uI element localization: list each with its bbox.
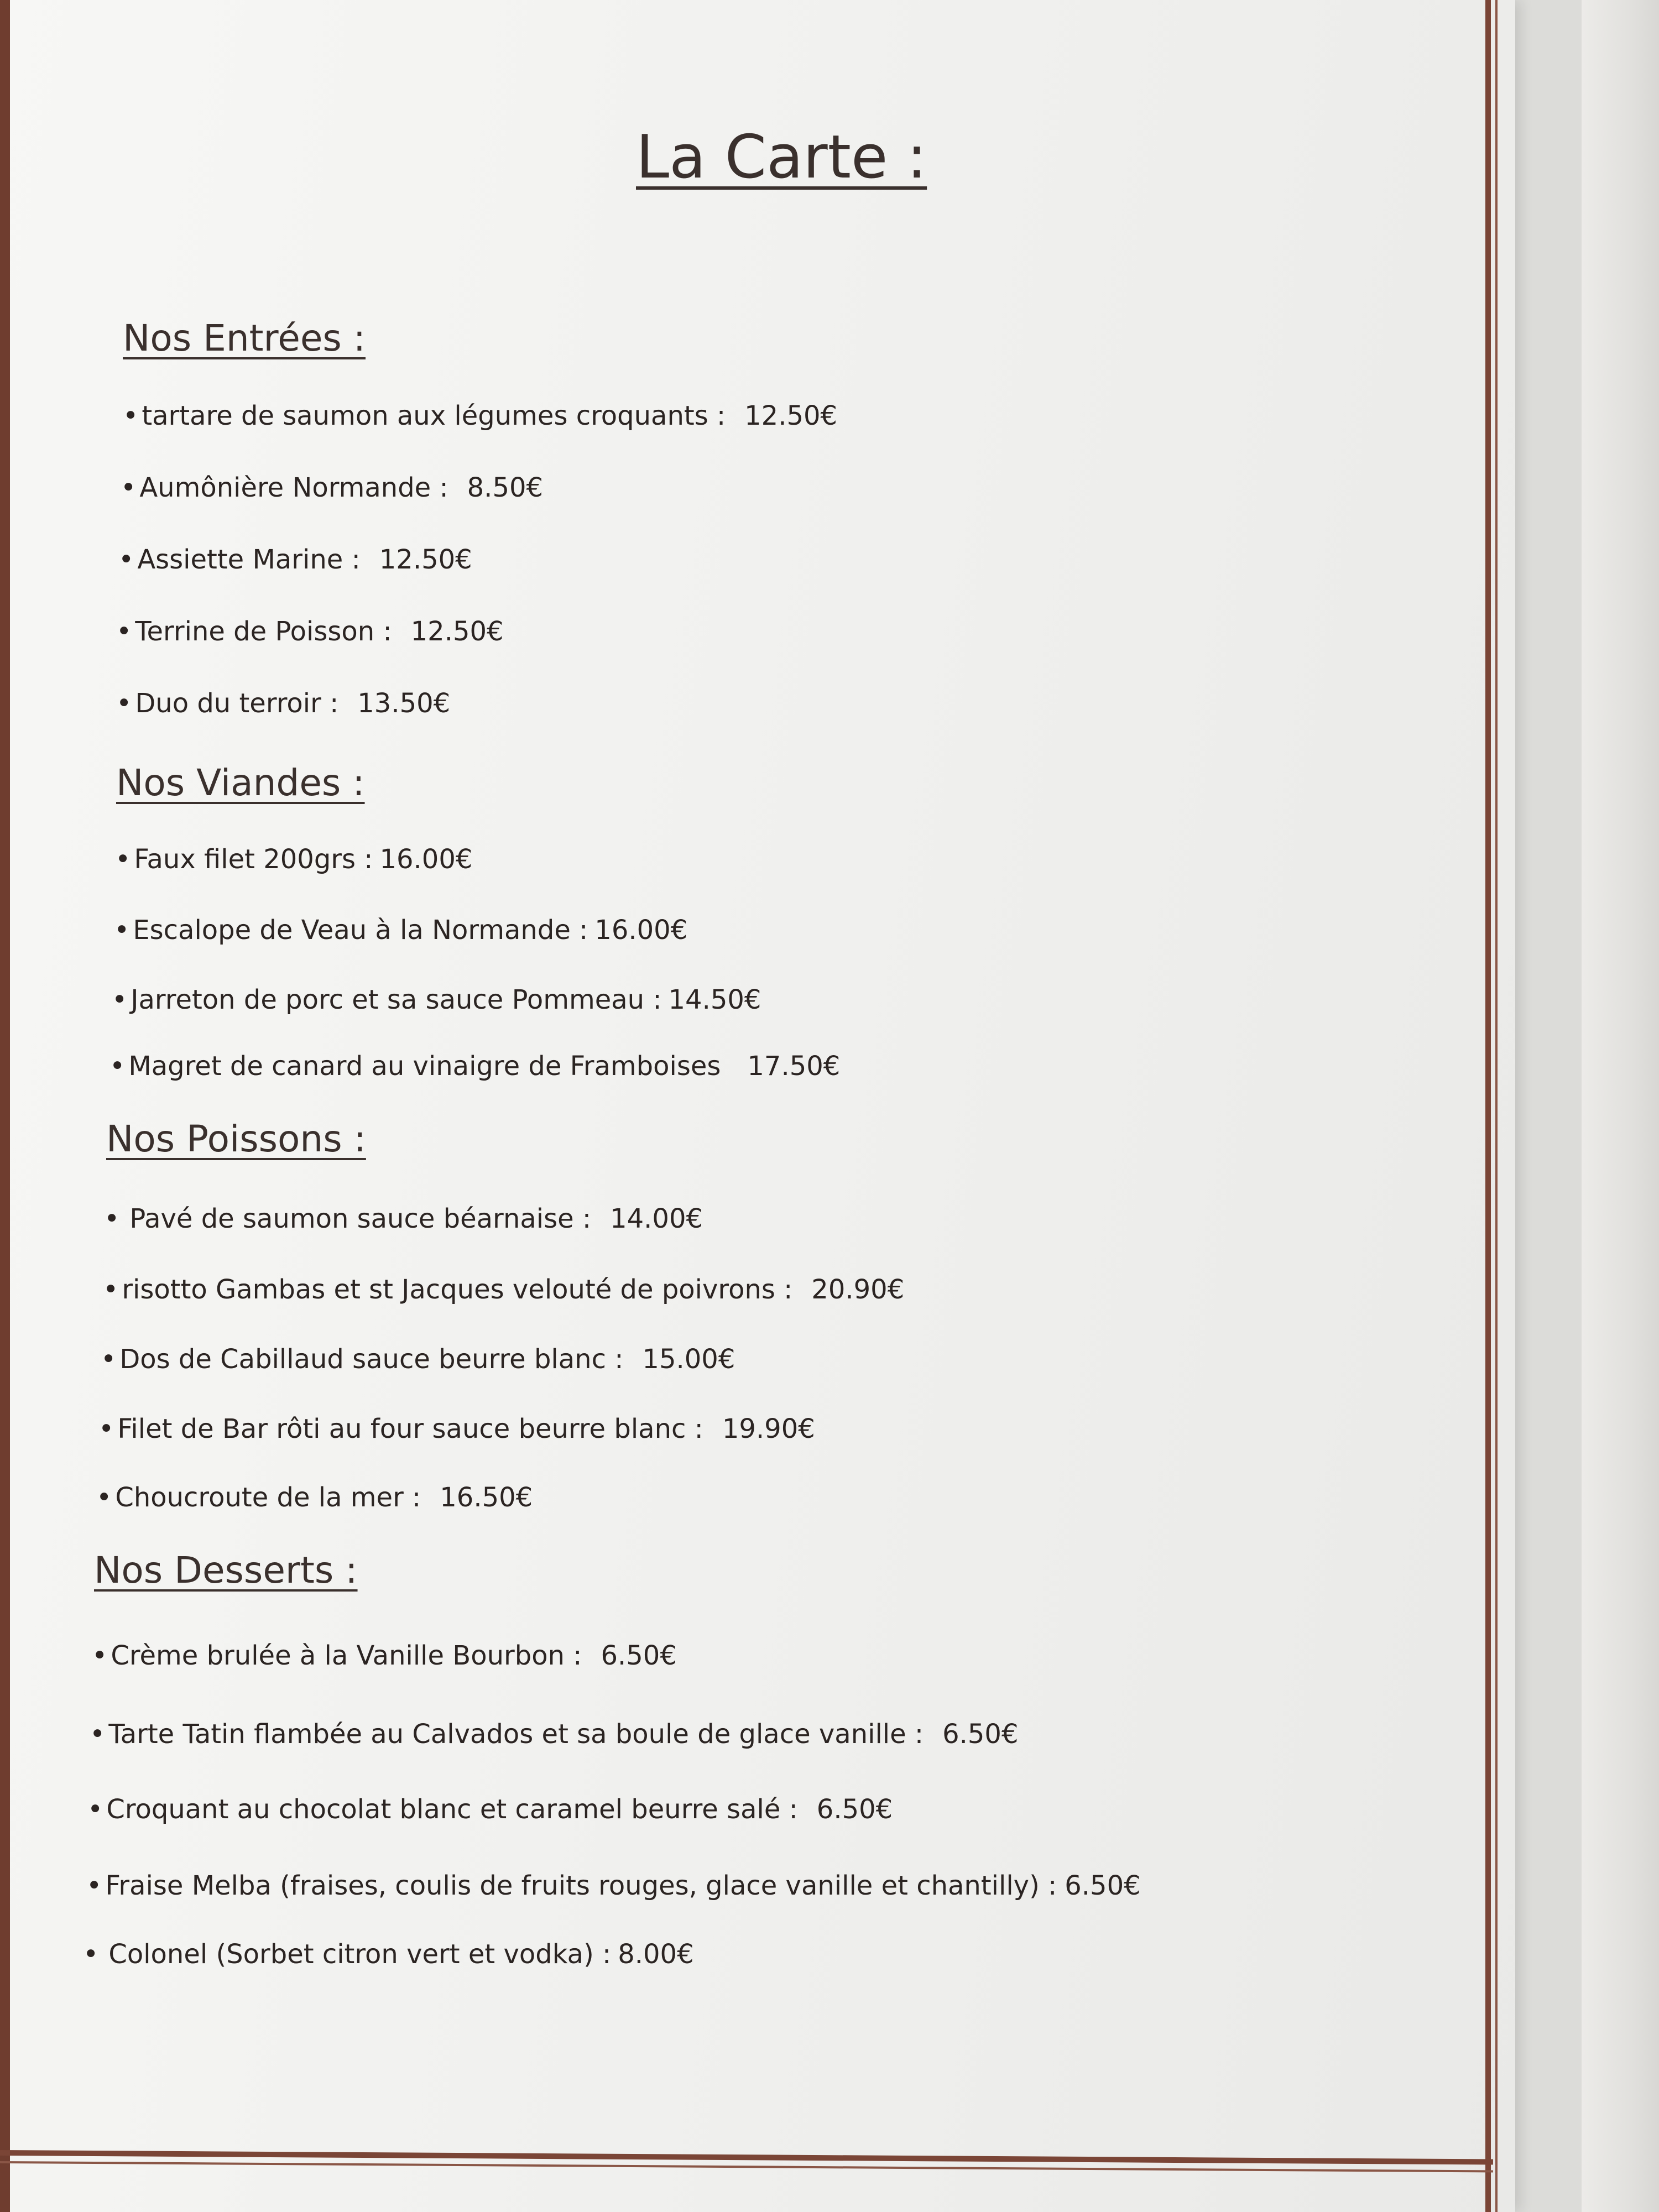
item-name: Faux filet 200grs : [134,844,373,875]
item-name: Tarte Tatin flambée au Calvados et sa boule de glace vanille : [108,1719,924,1750]
item-price: 14.00€ [610,1203,703,1234]
item-name: Escalope de Veau à la Normande : [133,915,588,946]
menu-item [112,984,761,1016]
menu-item [86,1870,1141,1902]
menu-item [103,1274,904,1306]
bullet-icon: • [121,472,137,503]
section-heading-entrees: Nos Entrées : [123,317,366,359]
menu-item [123,400,837,432]
item-name: Magret de canard au vinaigre de Framboises [128,1051,721,1082]
bullet-icon: • [98,1413,114,1444]
item-price: 12.50€ [410,616,504,647]
bullet-icon: • [112,984,128,1015]
item-name: Colonel (Sorbet citron vert et vodka) : [108,1939,612,1970]
item-price: 8.50€ [467,472,544,503]
bullet-icon: • [118,544,134,575]
page-title: La Carte : [636,123,927,192]
item-name: Croquant au chocolat blanc et caramel beurre salé : [106,1794,798,1825]
bullet-icon: • [86,1870,102,1901]
item-name: Terrine de Poisson : [135,616,392,647]
bullet-icon: • [109,1051,126,1082]
underlying-page [1582,0,1659,2212]
bullet-icon: • [87,1794,103,1825]
item-name: risotto Gambas et st Jacques velouté de poivrons : [122,1274,793,1305]
bullet-icon: • [103,1274,119,1305]
bullet-icon: • [96,1482,112,1513]
item-name: Filet de Bar rôti au four sauce beurre blanc : [117,1413,703,1444]
item-name: Dos de Cabillaud sauce beurre blanc : [119,1344,624,1375]
item-price: 16.00€ [594,915,688,946]
menu-item [98,1413,815,1446]
bullet-icon: • [90,1719,106,1750]
item-price: 15.00€ [642,1344,735,1375]
item-name: Pavé de saumon sauce béarnaise : [129,1203,592,1234]
item-name: Jarreton de porc et sa sauce Pommeau : [131,984,662,1015]
bullet-icon: • [104,1203,120,1234]
item-name: Aumônière Normande : [139,472,448,503]
item-name: Duo du terroir : [135,688,339,719]
menu-item [87,1794,893,1826]
item-price: 6.50€ [1065,1870,1141,1901]
section-heading-viandes: Nos Viandes : [116,761,365,804]
item-price: 6.50€ [601,1640,677,1671]
item-name: tartare de saumon aux légumes croquants : [142,400,726,431]
item-price: 14.50€ [668,984,761,1015]
bullet-icon: • [115,844,131,875]
item-name: Crème brulée à la Vanille Bourbon : [111,1640,582,1671]
item-price: 17.50€ [747,1051,841,1082]
item-price: 13.50€ [357,688,451,719]
menu-item [92,1640,677,1672]
item-name: Fraise Melba (fraises, coulis de fruits rouges, glace vanille et chantilly) : [105,1870,1057,1901]
item-price: 19.90€ [722,1413,815,1444]
frame-right-border [1485,0,1491,2212]
bullet-icon: • [116,616,132,647]
item-name: Assiette Marine : [137,544,361,575]
menu-item [116,688,450,720]
item-price: 20.90€ [811,1274,905,1305]
bullet-icon: • [92,1640,108,1671]
item-price: 6.50€ [942,1719,1019,1750]
item-price: 6.50€ [816,1794,893,1825]
section-heading-desserts: Nos Desserts : [94,1549,358,1592]
item-price: 12.50€ [379,544,472,575]
bullet-icon: • [83,1939,99,1970]
menu-item [101,1344,735,1376]
bullet-icon: • [101,1344,117,1375]
menu-item [114,915,687,947]
menu-item [118,544,472,576]
menu-item [90,1719,1019,1751]
frame-right-inner-border [1495,0,1498,2212]
menu-item [96,1482,533,1514]
item-name: Choucroute de la mer : [115,1482,421,1513]
bullet-icon: • [114,915,130,946]
item-price: 16.50€ [440,1482,533,1513]
menu-item [121,472,543,504]
menu-item [115,844,472,876]
menu-item [104,1203,703,1235]
item-price: 16.00€ [379,844,473,875]
bullet-icon: • [116,688,132,719]
item-price: 8.00€ [618,1939,694,1970]
menu-item [83,1939,694,1971]
menu-item [109,1051,840,1083]
bullet-icon: • [123,400,139,431]
section-heading-poissons: Nos Poissons : [106,1118,366,1160]
item-price: 12.50€ [744,400,838,431]
menu-item [116,616,504,648]
